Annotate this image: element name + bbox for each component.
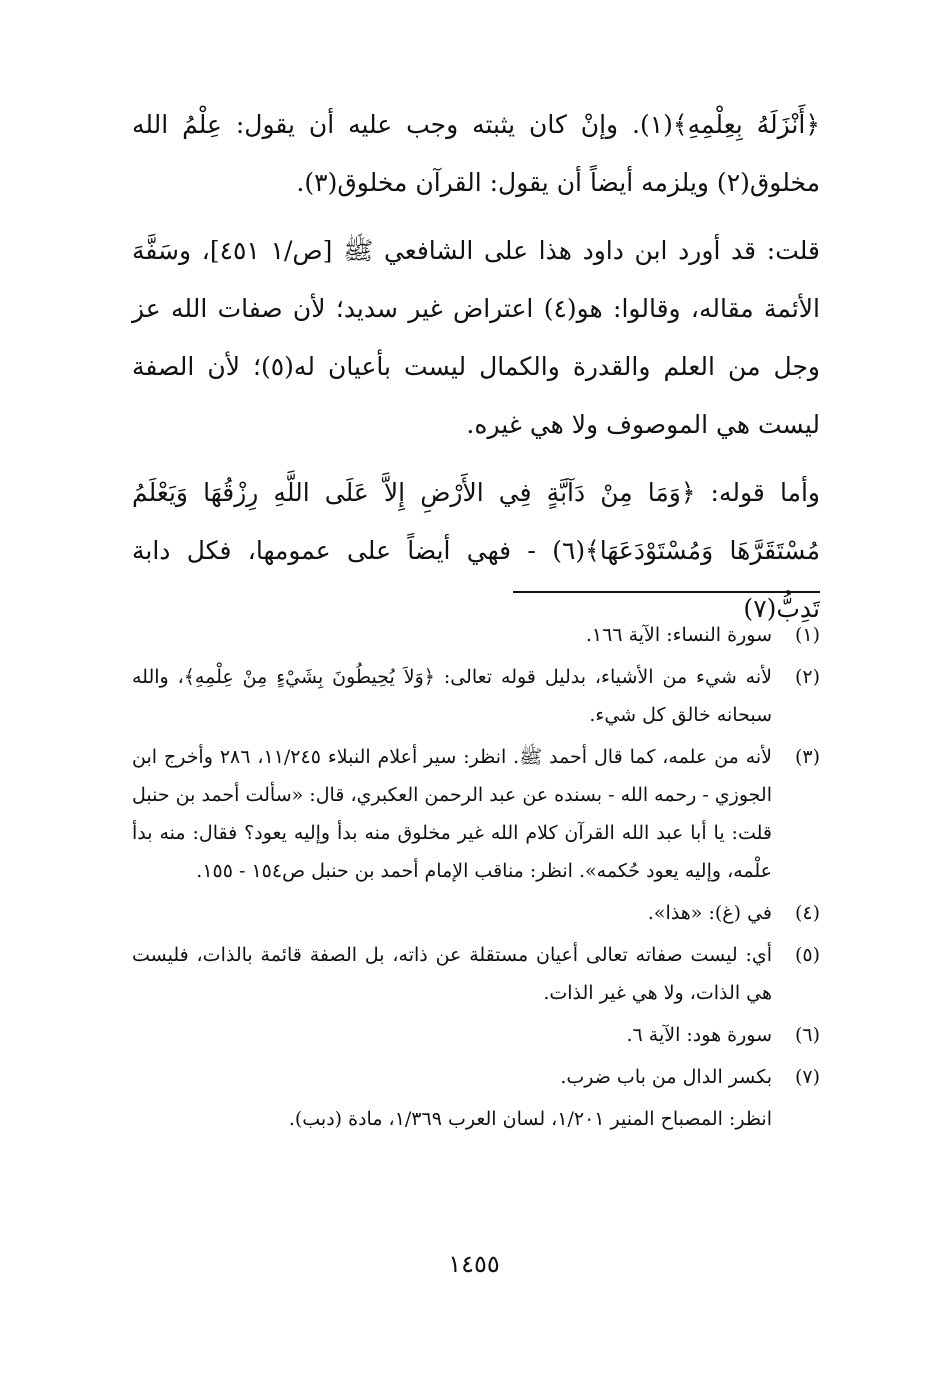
footnote-6 xyxy=(132,1016,820,1054)
footnotes xyxy=(132,612,820,1142)
footnote-text: لأنه من علمه، كما قال أحمد ﷺ. انظر: سير أعلام النبلاء ١١/٢٤٥، ٢٨٦ وأخرج ابن الجوزي - رحمه الله - بسنده عن عبد الرحمن العكبري، قال: «سألت أحمد بن حنبل قلت: يا أبا عبد الله القرآن كلام الله غير مخلوق منه بدأ وإليه يعود؟ فقال: منه بدأ علْمه، وإليه يعود حُكمه». انظر: مناقب الإمام أحمد بن حنبل ص١٥٤ - ١٥٥. xyxy=(132,746,773,882)
footnote-number: (٢) xyxy=(794,666,820,688)
footnote-4 xyxy=(132,894,820,932)
footnote-text: سورة هود: الآية ٦. xyxy=(626,1024,772,1046)
footnote-separator xyxy=(513,591,820,593)
footnote-2 xyxy=(132,658,820,734)
page-number: ١٤٥٥ xyxy=(448,1250,500,1278)
footnote-3 xyxy=(132,738,820,890)
footnote-1 xyxy=(132,616,820,654)
footnote-text: في (غ): «هذا». xyxy=(647,902,772,924)
footnote-number: (٣) xyxy=(794,746,820,768)
footnote-number: (٦) xyxy=(794,1024,820,1046)
footnote-continuation: انظر: المصباح المنير ١/٢٠١، لسان العرب ١/٣٦٩، مادة (دبب). xyxy=(288,1108,772,1130)
footnote-text: أي: ليست صفاته تعالى أعيان مستقلة عن ذاته، بل الصفة قائمة بالذات، فليست هي الذات، ولا هي غير الذات. xyxy=(132,944,772,1004)
footnote-number: (١) xyxy=(794,624,820,646)
paragraph-1: ﴿أَنْزَلَهُ بِعِلْمِهِ﴾(١). وإنْ كان يثبته وجب عليه أن يقول: عِلْمُ الله مخلوق(٢) ويلزمه أيضاً أن يقول: القرآن مخلوق(٣). xyxy=(132,110,820,197)
footnote-number: (٤) xyxy=(794,902,820,924)
footnote-7 xyxy=(132,1058,820,1096)
footnote-text: سورة النساء: الآية ١٦٦. xyxy=(585,624,772,646)
paragraph-2: قلت: قد أورد ابن داود هذا على الشافعي ﷺ [ص/١ ٤٥١]، وسَفَّهَ الأئمة مقاله، وقالوا: هو(٤) اعتراض غير سديد؛ لأن صفات الله عز وجل من العلم والقدرة والكمال ليست بأعيان له(٥)؛ لأن الصفة ليست هي الموصوف ولا هي غيره. xyxy=(132,236,821,439)
main-text xyxy=(132,96,820,648)
footnote-number: (٥) xyxy=(794,944,820,966)
footnote-text: لأنه شيء من الأشياء، بدليل قوله تعالى: ﴿وَلاَ يُحِيطُونَ بِشَيْءٍ مِنْ عِلْمِهِ﴾، والله سبحانه خالق كل شيء. xyxy=(132,666,772,726)
footnote-number: (٧) xyxy=(794,1066,820,1088)
paragraph-3: وأما قوله: ﴿وَمَا مِنْ دَآبَّةٍ فِي الأَرْضِ إِلاَّ عَلَى اللَّهِ رِزْقُهَا وَيَعْلَمُ مُسْتَقَرَّهَا وَمُسْتَوْدَعَهَا﴾(٦) - فهي أيضاً على عمومها، فكل دابة تَدِبُّ(٧) xyxy=(132,478,820,623)
footnote-5 xyxy=(132,936,820,1012)
footnote-text: بكسر الدال من باب ضرب. xyxy=(560,1066,772,1088)
